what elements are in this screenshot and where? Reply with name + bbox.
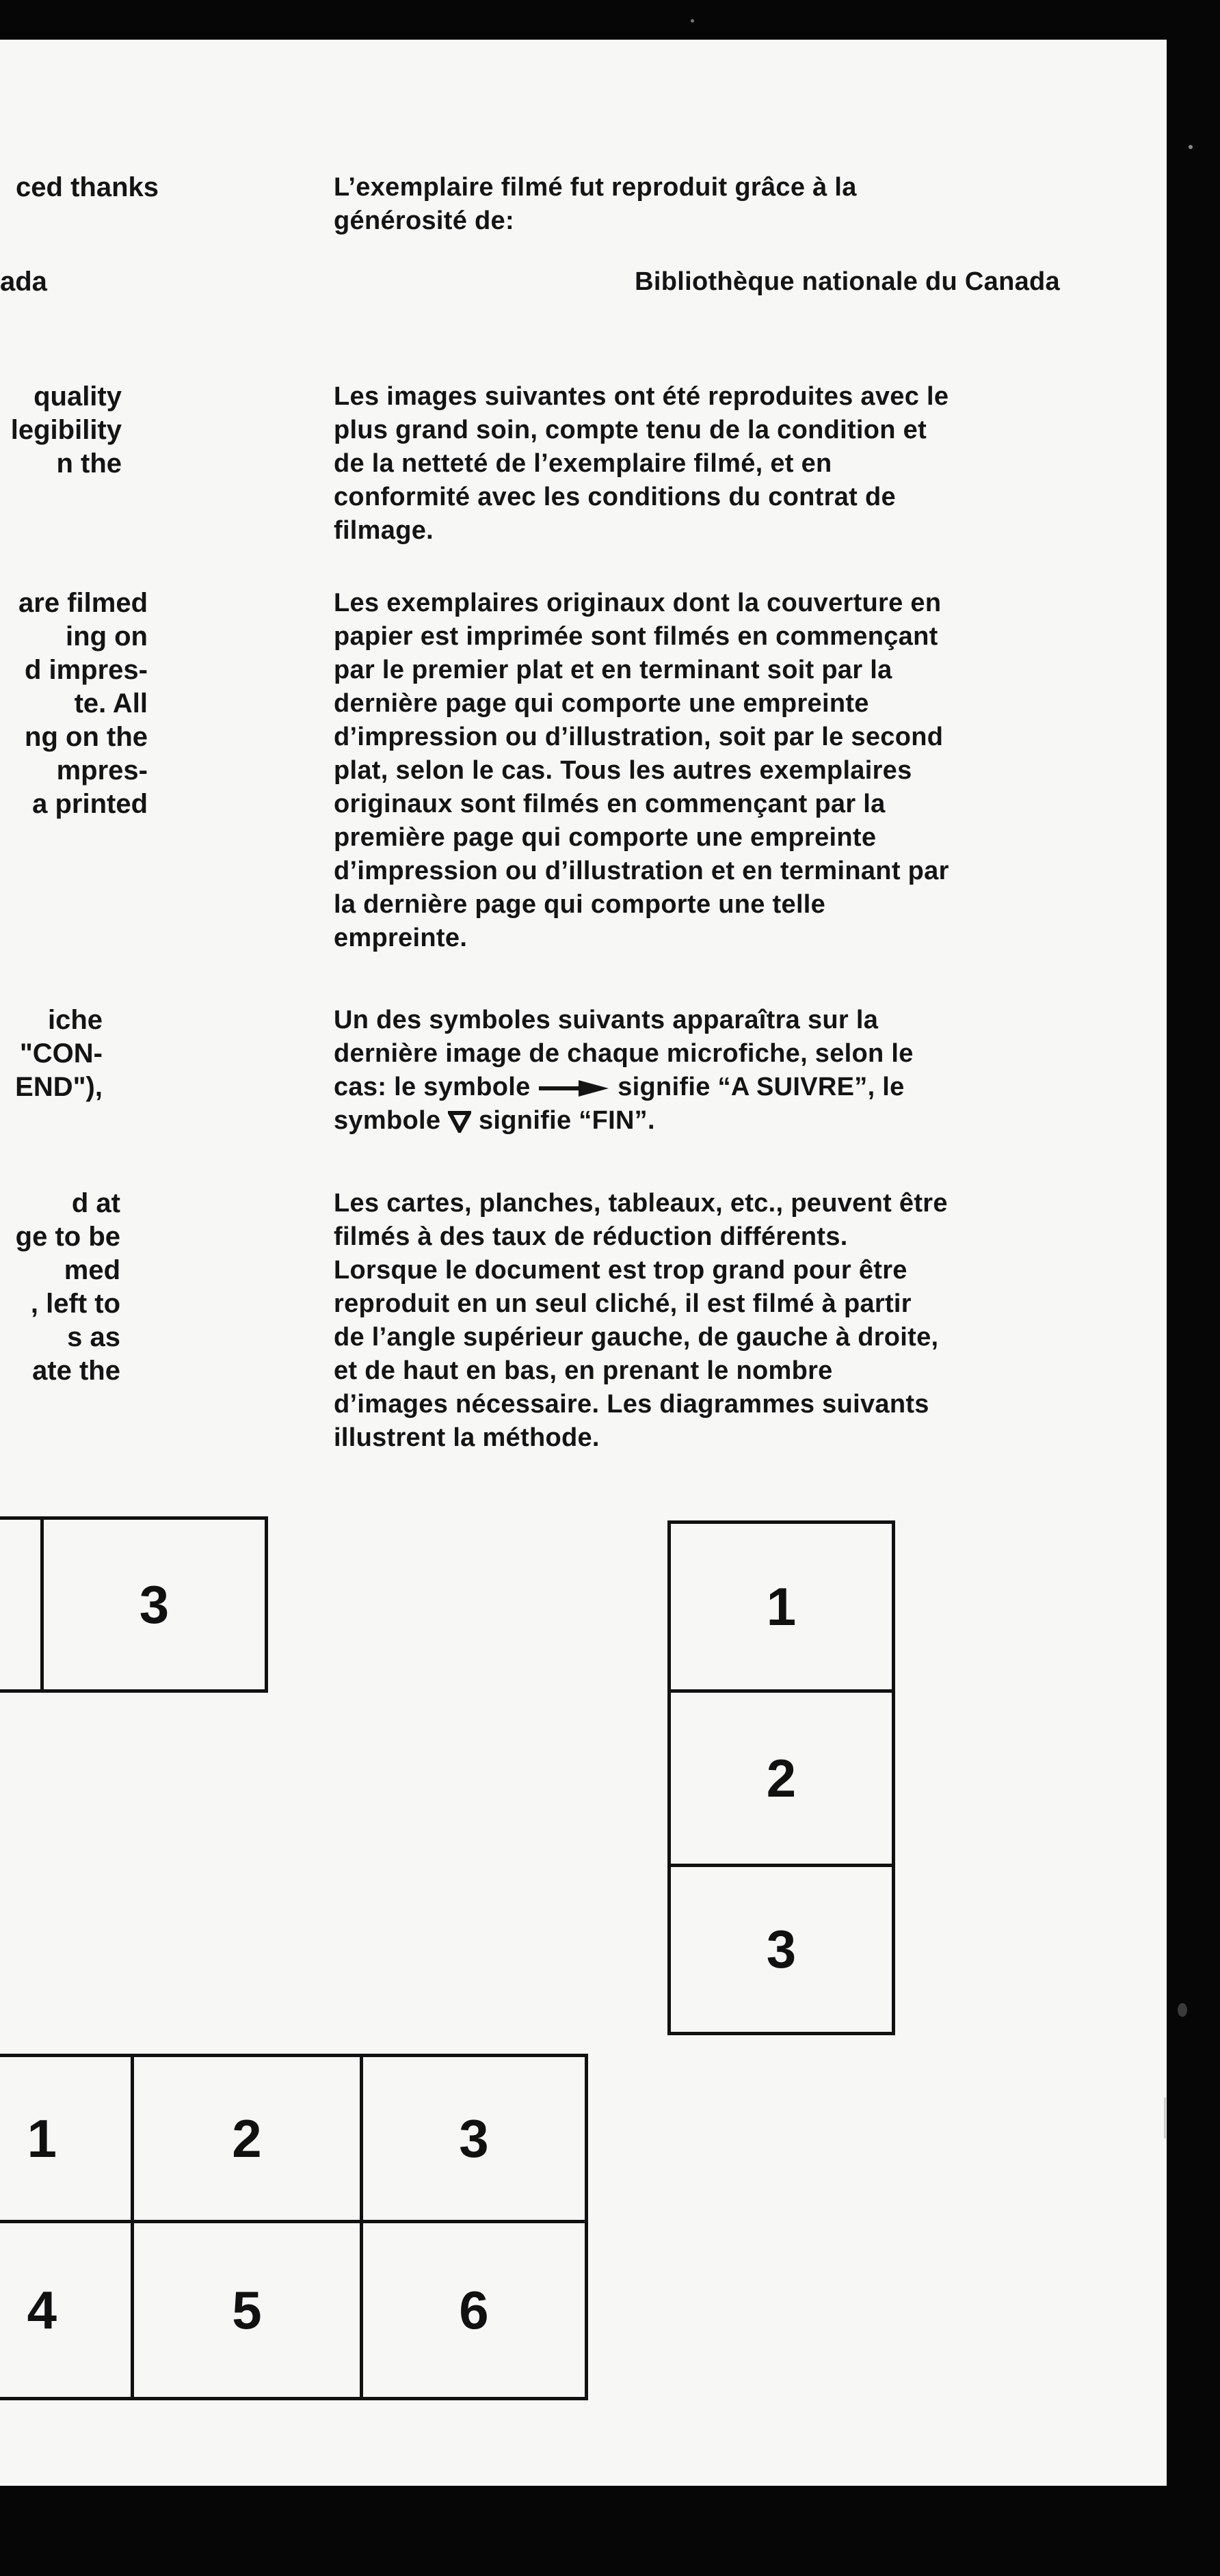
- left-fragment-reduction: d at ge to be med , left to s as ate the: [15, 1188, 120, 1386]
- symbols-line-4b: signifie “FIN”.: [471, 1106, 655, 1135]
- quality-paragraph: Les images suivantes ont été reproduites avec le plus grand soin, compte tenu de la condition et de la netteté de l’exemplaire filmé, et en conformité avec les conditions du contrat de filmage.: [334, 382, 949, 545]
- symbols-line-3b: signifie “A SUIVRE”, le: [610, 1073, 905, 1101]
- arrow-right-icon: [538, 1079, 610, 1098]
- frame-cell-3: 3: [667, 1864, 895, 2035]
- maps-paragraph: Les cartes, planches, tableaux, etc., peuvent être filmés à des taux de réduction différents. Lorsque le document est trop grand pour être reproduit en un seul cliché, il est filmé à partir de l’angle supérieur gauche, de gauche à droite, et de haut en bas, en prenant le nombre d’images nécessaire. Les diagrammes suivants illustrent la méthode.: [334, 1189, 948, 1452]
- symbols-line-4a: symbole: [334, 1106, 449, 1135]
- scan-streak: [1164, 2097, 1166, 2138]
- intro-text: L’exemplaire filmé fut reproduit grâce à la générosité de:: [334, 173, 857, 235]
- frame-cell-3: 3: [360, 2054, 588, 2223]
- scan-speck: [1178, 2003, 1187, 2017]
- symbols-line-2: dernière image de chaque microfiche, selon le: [334, 1039, 914, 1068]
- left-fragment-thanks: ced thanks: [16, 172, 159, 202]
- institution-name: Bibliothèque nationale du Canada: [635, 267, 1060, 296]
- left-fragment-quality: quality legibility n the: [10, 381, 122, 479]
- frame-cell-1: 1: [667, 1520, 895, 1693]
- originals-paragraph: Les exemplaires originaux dont la couverture en papier est imprimée sont filmés en commençant par le premier plat et en terminant soit par la dernière page qui comporte une empreinte d’impression ou d’illustration, soit par le second plat, selon le cas. Tous les autres exemplaires originaux sont filmés en commençant par la première page qui comporte une empreinte d’impression ou d’illustration et en terminant par la dernière page qui comporte une telle empreinte.: [334, 589, 949, 952]
- left-fragment-canada: ada: [0, 267, 47, 297]
- triangle-down-icon: [448, 1111, 471, 1133]
- frame-cell-4: 4: [0, 2220, 134, 2400]
- frame-cell-2: 2: [131, 2054, 363, 2223]
- frame-cell-3: 3: [40, 1516, 268, 1693]
- left-fragment-microfiche: iche "CON- END"),: [15, 1005, 103, 1102]
- left-fragment-filmed: are filmed ing on d impres- te. All ng on the mpres- a printed: [18, 588, 148, 819]
- frame-cell-2: 2: [667, 1689, 895, 1867]
- frame-cell-1: 1: [0, 2054, 134, 2223]
- frame-cell-5: 5: [131, 2220, 363, 2400]
- scan-speck: [1189, 145, 1193, 149]
- symbols-paragraph: [334, 1004, 914, 1138]
- microfiche-target-page: [0, 40, 1167, 2486]
- scan-speck: [691, 19, 694, 23]
- frame-cell-6: 6: [360, 2220, 588, 2400]
- symbols-line-1: Un des symboles suivants apparaîtra sur la: [334, 1006, 879, 1034]
- symbols-line-3a: cas: le symbole: [334, 1073, 538, 1101]
- frame-cell-2-partial: [0, 1516, 44, 1693]
